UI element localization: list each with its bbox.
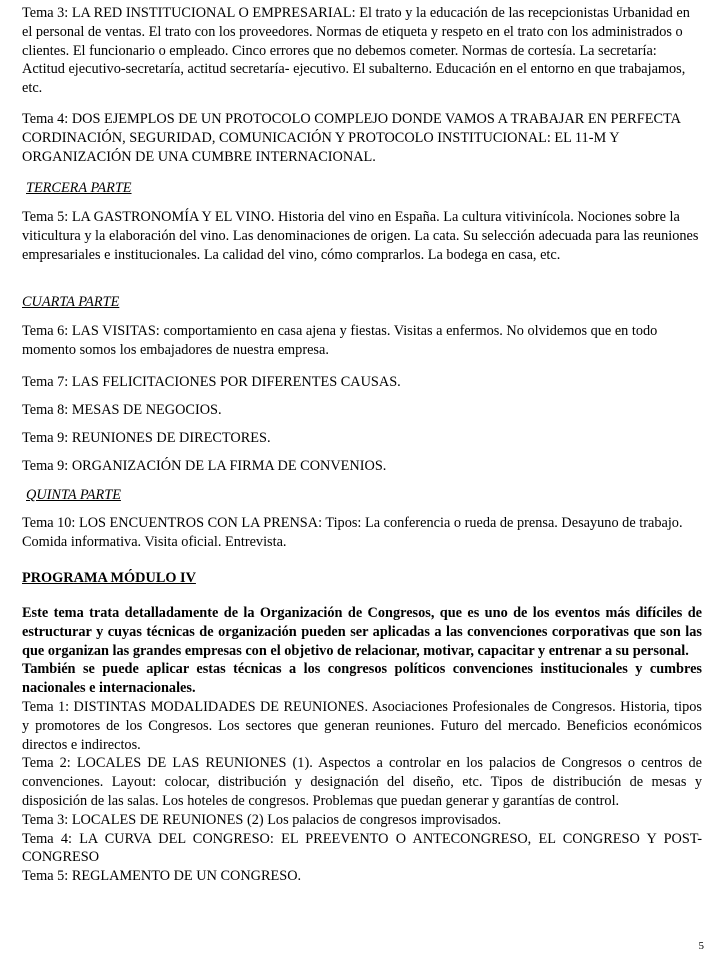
module-intro-paragraph-2: También se puede aplicar estas técnicas a los congresos políticos convenciones institucionales y cumbres nacionales e internacionales. bbox=[22, 661, 702, 697]
tema-8-mesas-negocios: Tema 8: MESAS DE NEGOCIOS. bbox=[22, 402, 222, 418]
tema-9-firma-convenios: Tema 9: ORGANIZACIÓN DE LA FIRMA DE CONVENIOS. bbox=[22, 458, 387, 474]
module-iv-content bbox=[22, 604, 702, 886]
tema-7-felicitaciones: Tema 7: LAS FELICITACIONES POR DIFERENTES CAUSAS. bbox=[22, 374, 401, 390]
section-tercera-parte: TERCERA PARTE bbox=[26, 180, 132, 196]
module-tema-4: Tema 4: LA CURVA DEL CONGRESO: EL PREEVENTO O ANTECONGRESO, EL CONGRESO Y POST-CONGRESO bbox=[22, 830, 702, 866]
module-tema-2: Tema 2: LOCALES DE LAS REUNIONES (1). Aspectos a controlar en los palacios de Congresos o centros de convenciones. Layout: colocar, distribución y designación del diseño, etc. Tipos de distribución de mesas y disposición de las salas. Los hoteles de congresos. Problemas que puedan generar y garantías de control. bbox=[22, 755, 702, 809]
module-intro-paragraph: Este tema trata detalladamente de la Organización de Congresos, que es uno de los eventos más difíciles de estructurar y cuyas técnicas de organización pueden ser aplicadas a las convenciones corporativas que son las que organizan las grandes empresas con el objetivo de relacionar, motivar, capacitar y entrenar a su personal. bbox=[22, 605, 702, 659]
tema-6-visitas: Tema 6: LAS VISITAS: comportamiento en casa ajena y fiestas. Visitas a enfermos. No olvidemos que en todo momento somos los embajadores de nuestra empresa. bbox=[22, 323, 658, 358]
section-quinta-parte: QUINTA PARTE bbox=[26, 487, 121, 503]
tema-5-gastronomia-vino: Tema 5: LA GASTRONOMÍA Y EL VINO. Historia del vino en España. La cultura vitivinícola. Nociones sobre la viticultura y la elaboración del vino. Las denominaciones de origen. La cata. Su selección adecuada para las reuniones empresariales e institucionales. La calidad del vino, cómo comprarlos. La bodega en casa, etc. bbox=[22, 209, 699, 263]
module-iv-heading: PROGRAMA MÓDULO IV bbox=[22, 570, 196, 586]
section-cuarta-parte: CUARTA PARTE bbox=[22, 294, 120, 310]
module-tema-1: Tema 1: DISTINTAS MODALIDADES DE REUNIONES. Asociaciones Profesionales de Congresos. Historia, tipos y promotores de los Congresos. Los sectores que generan reuniones. Futuro del mercado. Beneficios económicos directos e indirectos. bbox=[22, 698, 702, 753]
page-number: 5 bbox=[698, 940, 704, 952]
module-tema-5: Tema 5: REGLAMENTO DE UN CONGRESO. bbox=[22, 868, 302, 885]
tema-10-encuentros-prensa: Tema 10: LOS ENCUENTROS CON LA PRENSA: Tipos: La conferencia o rueda de prensa. Desayuno de trabajo. Comida informativa. Visita oficial. Entrevista. bbox=[22, 515, 683, 550]
module-tema-3: Tema 3: LOCALES DE REUNIONES (2) Los palacios de congresos improvisados. bbox=[22, 811, 502, 828]
tema-9-reuniones-directores: Tema 9: REUNIONES DE DIRECTORES. bbox=[22, 430, 271, 446]
tema-3-red-institucional: Tema 3: LA RED INSTITUCIONAL O EMPRESARIAL: El trato y la educación de las recepcionistas Urbanidad en el personal de ventas. El trato con los proveedores. Normas de etiqueta y respeto en el trato con los administrados o clientes. El funcionario o empleado. Cinco errores que no debemos cometer. Normas de cortesía. La secretaría: Actitud ejecutivo-secretaría, actitud secretaría- ejecutivo. El subalterno. Educación en el entorno en que trabajamos, etc. bbox=[22, 5, 690, 97]
tema-4-protocolo-complejo: Tema 4: DOS EJEMPLOS DE UN PROTOCOLO COMPLEJO DONDE VAMOS A TRABAJAR EN PERFECTA CORDINACIÓN, SEGURIDAD, COMUNICACIÓN Y PROTOCOLO INSTITUCIONAL: EL 11-M Y ORGANIZACIÓN DE UNA CUMBRE INTERNACIONAL. bbox=[22, 111, 681, 165]
